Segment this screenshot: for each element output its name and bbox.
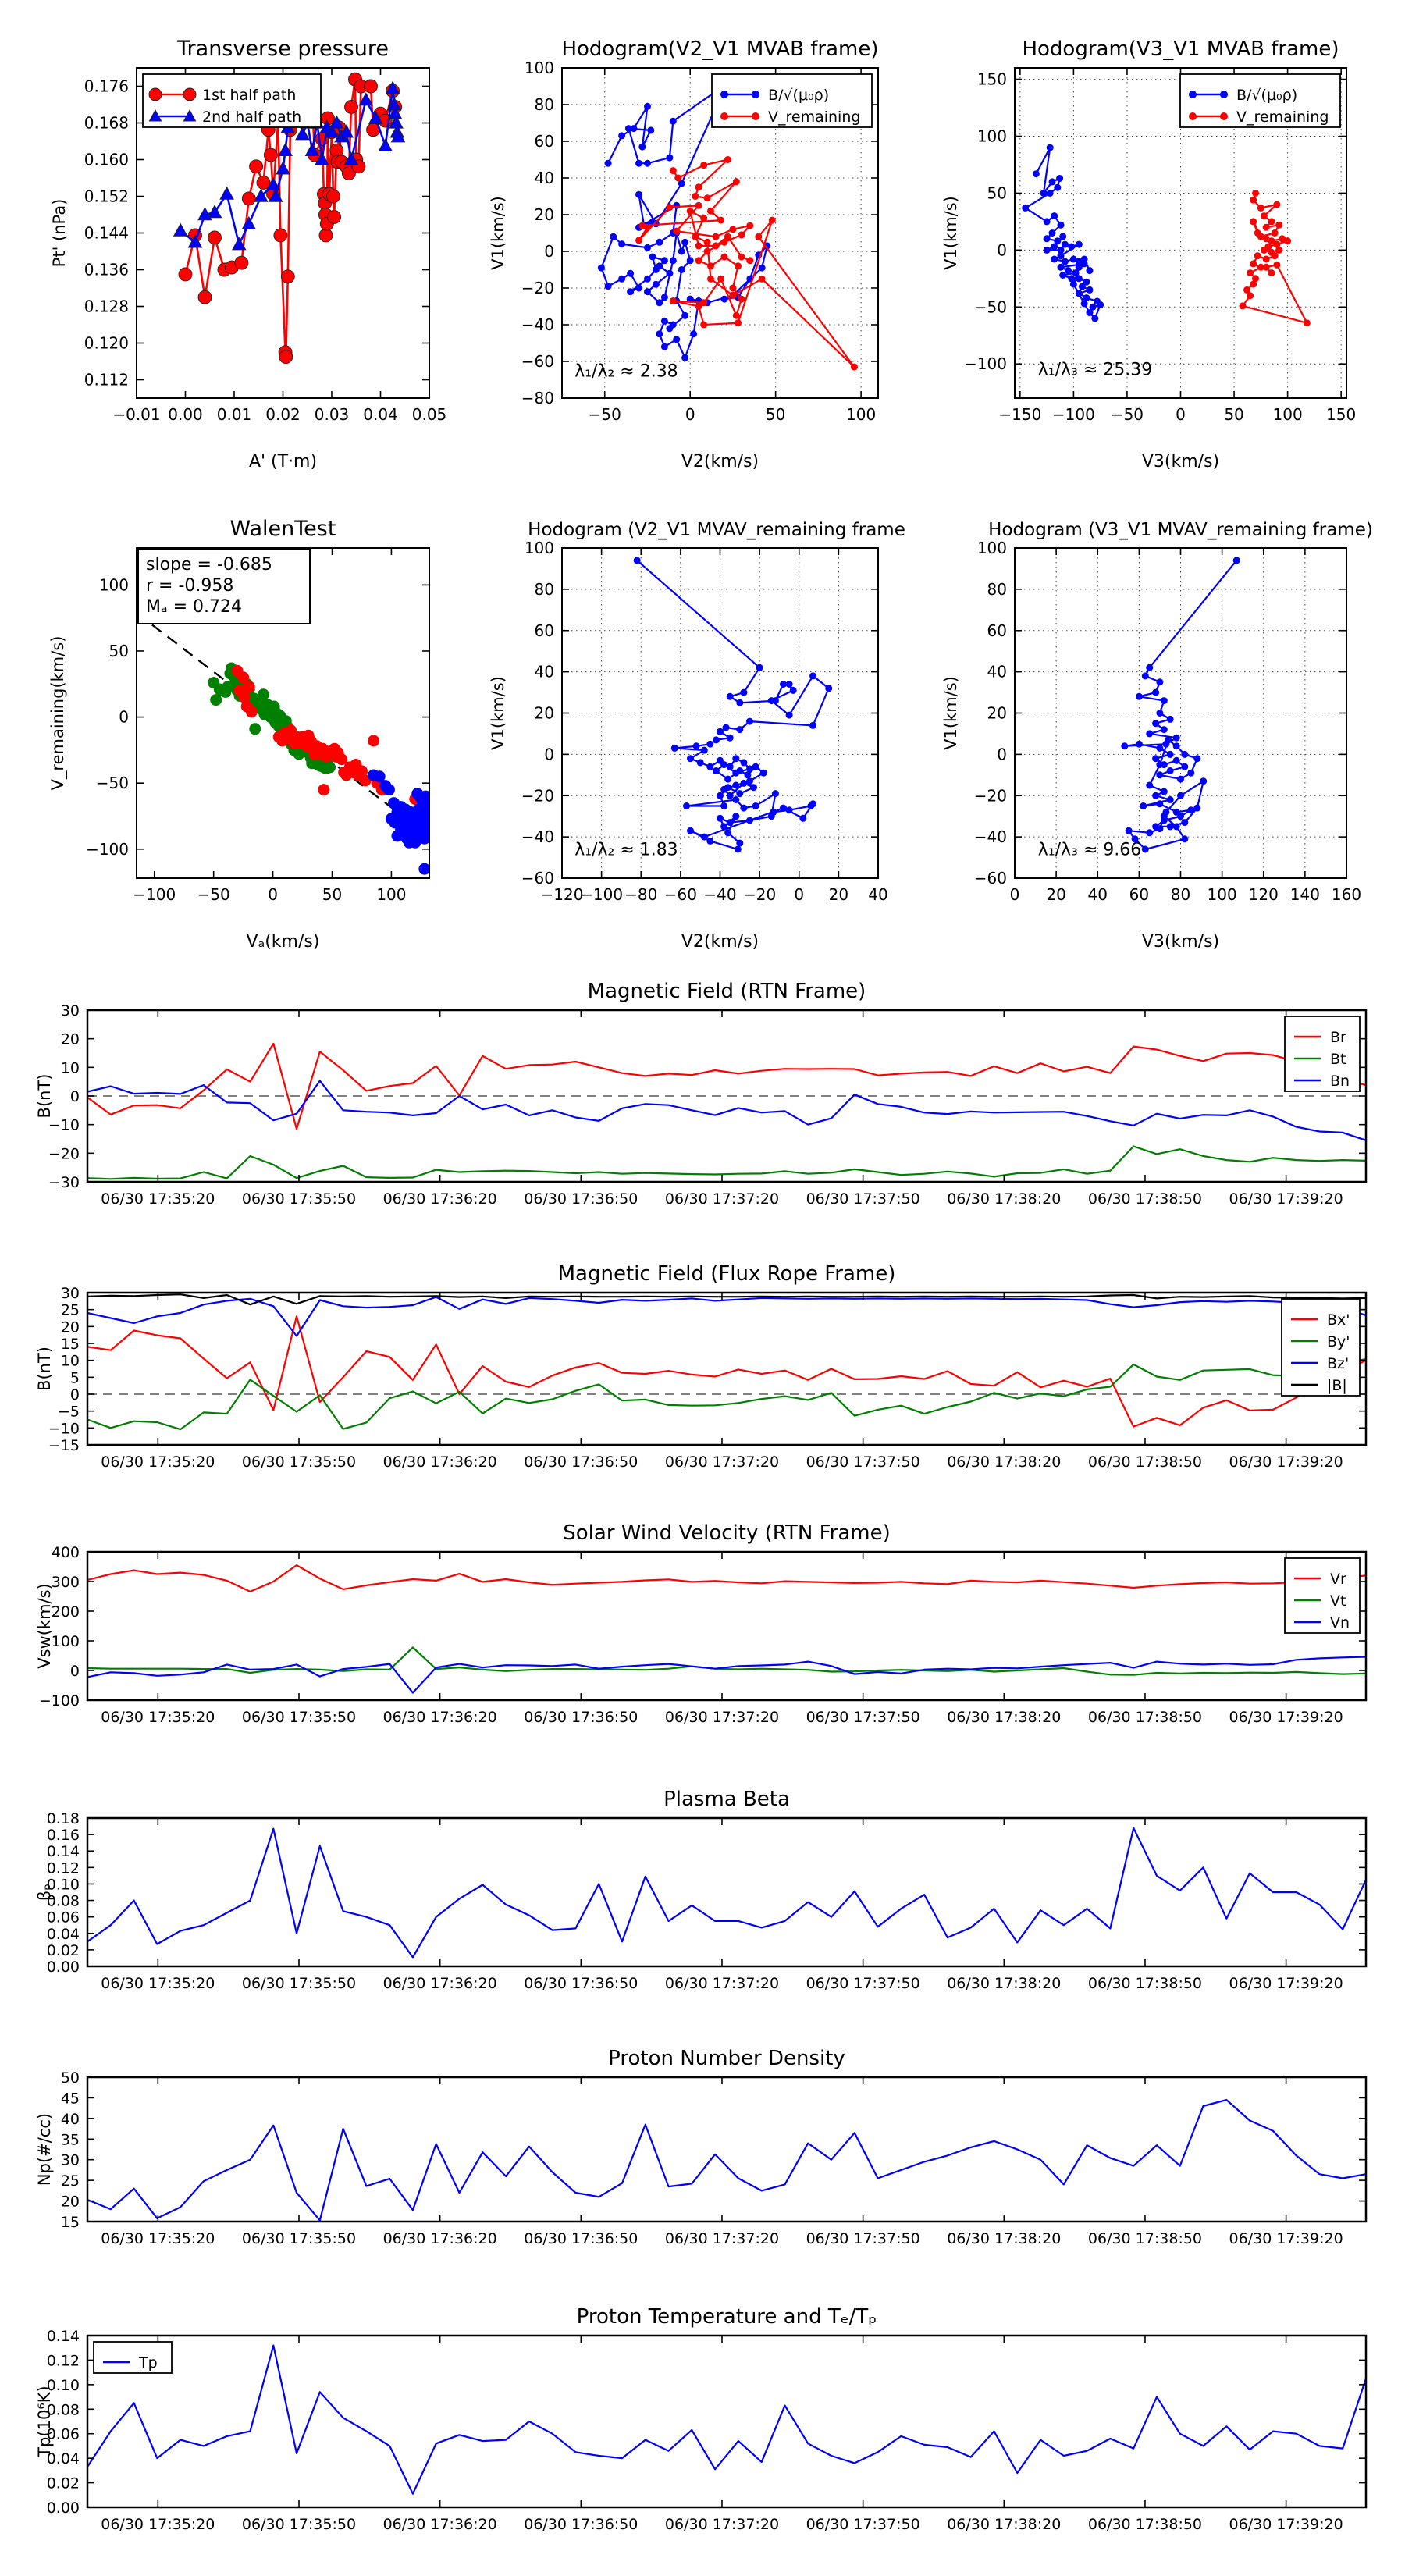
svg-text:06/30 17:38:50: 06/30 17:38:50: [1087, 1190, 1203, 1208]
svg-text:0.10: 0.10: [46, 2376, 80, 2394]
svg-text:100: 100: [376, 885, 407, 904]
svg-text:100: 100: [524, 539, 554, 557]
svg-text:06/30 17:38:20: 06/30 17:38:20: [947, 1709, 1062, 1726]
chart-proton-temperature: [31, 2301, 1382, 2559]
svg-text:100: 100: [976, 539, 1007, 557]
svg-text:06/30 17:35:20: 06/30 17:35:20: [101, 1453, 215, 1471]
svg-text:βₚ: βₚ: [35, 1883, 54, 1902]
svg-text:20: 20: [987, 703, 1007, 723]
svg-text:−50: −50: [1110, 405, 1144, 424]
svg-text:Solar Wind Velocity (RTN Frame: Solar Wind Velocity (RTN Frame): [563, 1521, 891, 1545]
svg-text:06/30 17:39:20: 06/30 17:39:20: [1229, 1453, 1343, 1471]
svg-text:Hodogram(V2_V1 MVAB frame): Hodogram(V2_V1 MVAB frame): [561, 37, 879, 61]
svg-text:0: 0: [69, 1386, 80, 1404]
svg-text:λ₁/λ₃ ≈ 25.39: λ₁/λ₃ ≈ 25.39: [1037, 360, 1153, 380]
svg-text:0.14: 0.14: [46, 2328, 80, 2345]
svg-text:1st half path: 1st half path: [202, 87, 297, 104]
svg-text:0: 0: [69, 1088, 80, 1105]
svg-text:Bz': Bz': [1327, 1355, 1350, 1372]
svg-text:150: 150: [1326, 405, 1357, 424]
svg-text:06/30 17:36:20: 06/30 17:36:20: [382, 1453, 497, 1471]
svg-text:Proton Temperature and Tₑ/Tₚ: Proton Temperature and Tₑ/Tₚ: [576, 2305, 877, 2329]
svg-text:−50: −50: [95, 774, 129, 793]
svg-text:Br: Br: [1330, 1029, 1346, 1046]
svg-text:20: 20: [534, 703, 554, 723]
svg-text:−60: −60: [973, 869, 1007, 888]
svg-text:0.00: 0.00: [168, 405, 203, 424]
svg-text:40: 40: [60, 2110, 80, 2128]
svg-text:400: 400: [51, 1544, 80, 1561]
chart-transverse-pressure: [43, 20, 453, 484]
svg-text:06/30 17:39:20: 06/30 17:39:20: [1229, 1190, 1343, 1208]
svg-text:50: 50: [765, 405, 786, 424]
svg-text:06/30 17:39:20: 06/30 17:39:20: [1229, 2230, 1343, 2247]
svg-text:40: 40: [534, 662, 554, 681]
svg-text:0.02: 0.02: [46, 1941, 80, 1959]
svg-text:100: 100: [1272, 405, 1303, 424]
svg-text:06/30 17:35:20: 06/30 17:35:20: [101, 1975, 215, 1992]
chart-hodogram-v2v1-mvab: [480, 20, 905, 484]
svg-text:60: 60: [987, 621, 1007, 640]
svg-text:0.01: 0.01: [216, 405, 252, 424]
svg-text:50: 50: [1224, 405, 1244, 424]
svg-text:06/30 17:38:20: 06/30 17:38:20: [947, 1453, 1062, 1471]
svg-text:−150: −150: [998, 405, 1042, 424]
svg-text:λ₁/λ₂ ≈ 1.83: λ₁/λ₂ ≈ 1.83: [574, 840, 678, 860]
svg-text:Pt' (nPa): Pt' (nPa): [50, 198, 69, 268]
svg-text:06/30 17:39:20: 06/30 17:39:20: [1229, 2516, 1343, 2533]
svg-text:06/30 17:38:20: 06/30 17:38:20: [947, 1190, 1062, 1208]
svg-text:40: 40: [1087, 885, 1108, 904]
svg-text:0.04: 0.04: [46, 2450, 80, 2468]
svg-text:−60: −60: [521, 869, 554, 888]
svg-text:0.12: 0.12: [46, 2352, 80, 2370]
svg-text:40: 40: [534, 169, 554, 187]
svg-text:Plasma Beta: Plasma Beta: [663, 1788, 790, 1811]
svg-text:r = -0.958: r = -0.958: [146, 576, 234, 596]
svg-text:06/30 17:37:20: 06/30 17:37:20: [664, 1453, 780, 1471]
svg-text:|B|: |B|: [1327, 1377, 1347, 1394]
svg-text:Transverse pressure: Transverse pressure: [177, 37, 389, 61]
svg-text:−20: −20: [521, 279, 554, 297]
svg-text:By': By': [1327, 1333, 1350, 1350]
svg-text:Mₐ = 0.724: Mₐ = 0.724: [146, 597, 242, 617]
svg-text:06/30 17:36:50: 06/30 17:36:50: [524, 1453, 638, 1471]
svg-text:0.00: 0.00: [46, 1959, 80, 1976]
svg-text:V2(km/s): V2(km/s): [681, 932, 759, 952]
svg-text:06/30 17:37:50: 06/30 17:37:50: [806, 2516, 920, 2533]
svg-text:Hodogram (V3_V1 MVAV_remaining: Hodogram (V3_V1 MVAV_remaining frame): [988, 520, 1373, 540]
svg-text:45: 45: [60, 2090, 80, 2108]
svg-text:06/30 17:38:50: 06/30 17:38:50: [1087, 1975, 1203, 1992]
svg-text:V_remaining: V_remaining: [768, 109, 861, 126]
svg-text:0: 0: [685, 405, 695, 424]
svg-text:V1(km/s): V1(km/s): [489, 196, 507, 270]
svg-text:−100: −100: [86, 839, 129, 859]
svg-text:06/30 17:35:20: 06/30 17:35:20: [101, 1190, 215, 1208]
svg-text:−40: −40: [703, 885, 737, 904]
svg-text:Vₐ(km/s): Vₐ(km/s): [246, 932, 320, 952]
svg-text:20: 20: [60, 2193, 80, 2211]
svg-text:10: 10: [60, 1059, 80, 1077]
svg-text:06/30 17:39:20: 06/30 17:39:20: [1229, 1709, 1343, 1726]
svg-text:06/30 17:37:20: 06/30 17:37:20: [664, 1190, 780, 1208]
svg-text:100: 100: [524, 59, 554, 77]
svg-text:100: 100: [846, 405, 877, 424]
svg-text:150: 150: [976, 69, 1007, 89]
svg-text:Magnetic Field (Flux Rope Fram: Magnetic Field (Flux Rope Frame): [557, 1262, 896, 1286]
chart-walen-test: [43, 500, 453, 964]
svg-text:06/30 17:36:50: 06/30 17:36:50: [524, 1709, 638, 1726]
svg-text:06/30 17:37:50: 06/30 17:37:50: [806, 1190, 920, 1208]
svg-text:06/30 17:36:20: 06/30 17:36:20: [382, 2230, 497, 2247]
svg-text:Hodogram(V3_V1 MVAB frame): Hodogram(V3_V1 MVAB frame): [1022, 37, 1339, 61]
svg-text:B(nT): B(nT): [35, 1347, 54, 1391]
svg-text:Vr: Vr: [1330, 1571, 1346, 1588]
svg-text:0: 0: [794, 885, 805, 904]
svg-text:06/30 17:37:50: 06/30 17:37:50: [806, 1709, 920, 1726]
svg-text:−50: −50: [588, 405, 621, 424]
svg-text:0.136: 0.136: [84, 260, 129, 279]
svg-text:0: 0: [69, 1663, 80, 1680]
svg-text:80: 80: [534, 579, 554, 599]
svg-text:0.152: 0.152: [84, 187, 129, 206]
chart-hodogram-v3v1-mvav: [933, 500, 1378, 964]
svg-text:15: 15: [60, 2214, 80, 2231]
svg-text:0.12: 0.12: [46, 1859, 80, 1877]
svg-text:40: 40: [987, 662, 1007, 681]
svg-text:−20: −20: [973, 786, 1007, 806]
svg-text:0.00: 0.00: [46, 2500, 80, 2517]
svg-text:06/30 17:38:20: 06/30 17:38:20: [947, 2230, 1062, 2247]
svg-text:0.18: 0.18: [46, 1810, 80, 1827]
svg-text:0: 0: [997, 745, 1007, 764]
svg-text:80: 80: [987, 579, 1007, 599]
svg-text:0.112: 0.112: [84, 370, 129, 390]
svg-text:Vsw(km/s): Vsw(km/s): [35, 1583, 54, 1669]
svg-text:06/30 17:37:50: 06/30 17:37:50: [806, 1975, 920, 1992]
svg-text:20: 20: [534, 205, 554, 224]
chart-hodogram-v2v1-mvav: [480, 500, 905, 964]
svg-text:0.128: 0.128: [84, 297, 129, 316]
svg-text:Vt: Vt: [1330, 1592, 1346, 1610]
chart-magnetic-field-rtn: [31, 976, 1382, 1233]
svg-text:06/30 17:38:50: 06/30 17:38:50: [1087, 2516, 1203, 2533]
svg-text:−120: −120: [540, 885, 584, 904]
svg-text:06/30 17:37:20: 06/30 17:37:20: [664, 2516, 780, 2533]
svg-text:V3(km/s): V3(km/s): [1141, 452, 1220, 471]
svg-text:Hodogram (V2_V1 MVAV_remaining: Hodogram (V2_V1 MVAV_remaining frame): [528, 520, 905, 540]
svg-text:30: 30: [60, 2151, 80, 2169]
svg-text:−0.01: −0.01: [112, 405, 161, 424]
svg-text:06/30 17:35:20: 06/30 17:35:20: [101, 1709, 215, 1726]
svg-text:160: 160: [1331, 885, 1362, 904]
svg-text:V_remaining(km/s): V_remaining(km/s): [48, 635, 67, 791]
svg-text:−100: −100: [38, 1692, 80, 1710]
svg-text:V2(km/s): V2(km/s): [681, 452, 759, 471]
svg-text:0.168: 0.168: [84, 113, 129, 133]
svg-text:0: 0: [268, 885, 278, 904]
svg-text:A' (T·m): A' (T·m): [248, 452, 318, 471]
svg-text:20: 20: [1046, 885, 1066, 904]
svg-text:−20: −20: [48, 1145, 80, 1163]
svg-text:50: 50: [322, 885, 343, 904]
svg-text:slope = -0.685: slope = -0.685: [146, 555, 272, 575]
svg-text:Magnetic Field (RTN Frame): Magnetic Field (RTN Frame): [587, 980, 866, 1003]
svg-text:−50: −50: [197, 885, 230, 904]
svg-text:Proton Number Density: Proton Number Density: [608, 2047, 845, 2070]
svg-text:06/30 17:35:50: 06/30 17:35:50: [241, 1190, 357, 1208]
svg-text:50: 50: [108, 641, 129, 660]
svg-text:06/30 17:35:50: 06/30 17:35:50: [241, 1709, 357, 1726]
svg-text:0.144: 0.144: [84, 223, 129, 243]
svg-text:100: 100: [51, 1633, 80, 1650]
svg-text:−20: −20: [743, 885, 777, 904]
svg-text:−40: −40: [521, 315, 554, 334]
svg-text:−100: −100: [133, 885, 176, 904]
svg-text:−100: −100: [580, 885, 624, 904]
svg-text:40: 40: [868, 885, 888, 904]
svg-text:60: 60: [1129, 885, 1150, 904]
svg-text:−80: −80: [624, 885, 658, 904]
svg-text:06/30 17:35:50: 06/30 17:35:50: [241, 1975, 357, 1992]
svg-text:−100: −100: [964, 354, 1007, 374]
svg-text:06/30 17:35:20: 06/30 17:35:20: [101, 2516, 215, 2533]
svg-text:30: 30: [60, 1285, 80, 1302]
svg-text:V1(km/s): V1(km/s): [941, 676, 960, 750]
svg-text:100: 100: [1207, 885, 1237, 904]
svg-text:2nd half path: 2nd half path: [202, 109, 302, 126]
svg-text:06/30 17:37:50: 06/30 17:37:50: [806, 2230, 920, 2247]
svg-text:60: 60: [534, 621, 554, 640]
svg-text:120: 120: [1248, 885, 1279, 904]
svg-text:06/30 17:35:50: 06/30 17:35:50: [241, 1453, 357, 1471]
svg-text:0.02: 0.02: [46, 2475, 80, 2492]
svg-text:λ₁/λ₃ ≈ 9.66: λ₁/λ₃ ≈ 9.66: [1037, 840, 1142, 860]
svg-text:50: 50: [60, 2069, 80, 2087]
svg-text:−30: −30: [48, 1174, 80, 1191]
svg-text:0.08: 0.08: [46, 1892, 80, 1910]
svg-text:06/30 17:39:20: 06/30 17:39:20: [1229, 1975, 1343, 1992]
svg-text:06/30 17:37:20: 06/30 17:37:20: [664, 2230, 780, 2247]
svg-text:Np(#/cc): Np(#/cc): [35, 2112, 54, 2186]
svg-text:10: 10: [60, 1352, 80, 1370]
svg-text:50: 50: [987, 183, 1007, 203]
svg-text:06/30 17:35:50: 06/30 17:35:50: [241, 2230, 357, 2247]
svg-text:06/30 17:38:50: 06/30 17:38:50: [1087, 1709, 1203, 1726]
svg-text:200: 200: [51, 1603, 80, 1621]
svg-text:−60: −60: [663, 885, 697, 904]
svg-text:06/30 17:36:20: 06/30 17:36:20: [382, 1190, 497, 1208]
svg-text:0.04: 0.04: [46, 1925, 80, 1943]
svg-text:06/30 17:36:50: 06/30 17:36:50: [524, 1975, 638, 1992]
svg-text:0.176: 0.176: [84, 76, 129, 96]
svg-text:0.04: 0.04: [363, 405, 398, 424]
svg-text:140: 140: [1289, 885, 1320, 904]
svg-text:0.14: 0.14: [46, 1843, 80, 1861]
svg-text:0: 0: [544, 242, 554, 261]
svg-text:V3(km/s): V3(km/s): [1141, 932, 1220, 952]
svg-text:−80: −80: [521, 389, 554, 407]
svg-text:0: 0: [1009, 885, 1020, 904]
svg-text:0.02: 0.02: [265, 405, 301, 424]
svg-text:λ₁/λ₂ ≈ 2.38: λ₁/λ₂ ≈ 2.38: [574, 361, 678, 382]
svg-text:06/30 17:38:50: 06/30 17:38:50: [1087, 1453, 1203, 1471]
svg-text:35: 35: [60, 2131, 80, 2149]
svg-text:0.08: 0.08: [46, 2401, 80, 2419]
svg-text:80: 80: [534, 95, 554, 114]
svg-text:30: 30: [60, 1002, 80, 1019]
svg-text:−40: −40: [521, 827, 554, 847]
svg-text:−15: −15: [48, 1437, 80, 1454]
svg-text:0.06: 0.06: [46, 2425, 80, 2443]
svg-text:06/30 17:36:50: 06/30 17:36:50: [524, 2230, 638, 2247]
svg-text:Tp: Tp: [139, 2354, 158, 2371]
svg-text:0: 0: [544, 745, 554, 764]
svg-text:15: 15: [60, 1336, 80, 1353]
svg-text:06/30 17:36:50: 06/30 17:36:50: [524, 2516, 638, 2533]
chart-magnetic-field-flux-rope: [31, 1258, 1382, 1496]
svg-text:−5: −5: [57, 1403, 80, 1421]
svg-text:300: 300: [51, 1574, 80, 1591]
chart-solar-wind-velocity: [31, 1517, 1382, 1752]
svg-text:WalenTest: WalenTest: [229, 517, 336, 541]
svg-text:0.160: 0.160: [84, 150, 129, 169]
svg-text:100: 100: [976, 126, 1007, 146]
svg-text:06/30 17:36:20: 06/30 17:36:20: [382, 2516, 497, 2533]
svg-text:06/30 17:38:50: 06/30 17:38:50: [1087, 2230, 1203, 2247]
svg-text:25: 25: [60, 1301, 80, 1319]
svg-text:20: 20: [60, 1318, 80, 1336]
chart-hodogram-v3v1-mvab: [933, 20, 1378, 484]
svg-text:V_remaining: V_remaining: [1236, 109, 1329, 126]
svg-text:06/30 17:36:20: 06/30 17:36:20: [382, 1709, 497, 1726]
svg-text:0.05: 0.05: [411, 405, 447, 424]
chart-proton-density: [31, 2043, 1382, 2273]
svg-text:Bt: Bt: [1330, 1051, 1346, 1068]
svg-text:0.10: 0.10: [46, 1876, 80, 1894]
svg-text:0.120: 0.120: [84, 333, 129, 353]
svg-text:Tp(10⁶K): Tp(10⁶K): [35, 2386, 54, 2457]
svg-text:V1(km/s): V1(km/s): [489, 676, 507, 750]
svg-text:5: 5: [69, 1369, 80, 1387]
svg-text:V1(km/s): V1(km/s): [941, 196, 960, 270]
svg-text:−50: −50: [973, 297, 1007, 317]
svg-text:−60: −60: [521, 352, 554, 371]
svg-text:80: 80: [1170, 885, 1191, 904]
svg-text:B/√(μ₀ρ): B/√(μ₀ρ): [1236, 87, 1298, 104]
svg-text:0: 0: [997, 240, 1007, 260]
svg-text:25: 25: [60, 2172, 80, 2190]
svg-text:20: 20: [828, 885, 849, 904]
svg-text:100: 100: [98, 575, 129, 595]
svg-text:B/√(μ₀ρ): B/√(μ₀ρ): [768, 87, 830, 104]
svg-text:06/30 17:36:50: 06/30 17:36:50: [524, 1190, 638, 1208]
svg-text:−40: −40: [973, 827, 1007, 847]
svg-text:Vn: Vn: [1330, 1614, 1350, 1631]
svg-text:06/30 17:38:20: 06/30 17:38:20: [947, 2516, 1062, 2533]
svg-text:Bn: Bn: [1330, 1073, 1350, 1090]
svg-text:06/30 17:35:20: 06/30 17:35:20: [101, 2230, 215, 2247]
svg-text:60: 60: [534, 132, 554, 151]
svg-text:Bx': Bx': [1327, 1311, 1350, 1329]
svg-text:−10: −10: [48, 1116, 80, 1134]
svg-text:06/30 17:37:20: 06/30 17:37:20: [664, 1975, 780, 1992]
svg-text:−100: −100: [1051, 405, 1095, 424]
svg-text:−20: −20: [521, 786, 554, 806]
svg-text:0: 0: [1176, 405, 1186, 424]
svg-text:20: 20: [60, 1030, 80, 1048]
svg-text:06/30 17:36:20: 06/30 17:36:20: [382, 1975, 497, 1992]
svg-text:B(nT): B(nT): [35, 1073, 54, 1119]
svg-text:06/30 17:35:50: 06/30 17:35:50: [241, 2516, 357, 2533]
svg-text:0: 0: [119, 707, 129, 727]
svg-text:0.03: 0.03: [314, 405, 350, 424]
svg-text:06/30 17:38:20: 06/30 17:38:20: [947, 1975, 1062, 1992]
svg-text:06/30 17:37:50: 06/30 17:37:50: [806, 1453, 920, 1471]
svg-text:0.16: 0.16: [46, 1827, 80, 1845]
svg-text:−10: −10: [48, 1420, 80, 1438]
svg-text:0.06: 0.06: [46, 1909, 80, 1927]
chart-plasma-beta: [31, 1784, 1382, 2018]
svg-text:06/30 17:37:20: 06/30 17:37:20: [664, 1709, 780, 1726]
